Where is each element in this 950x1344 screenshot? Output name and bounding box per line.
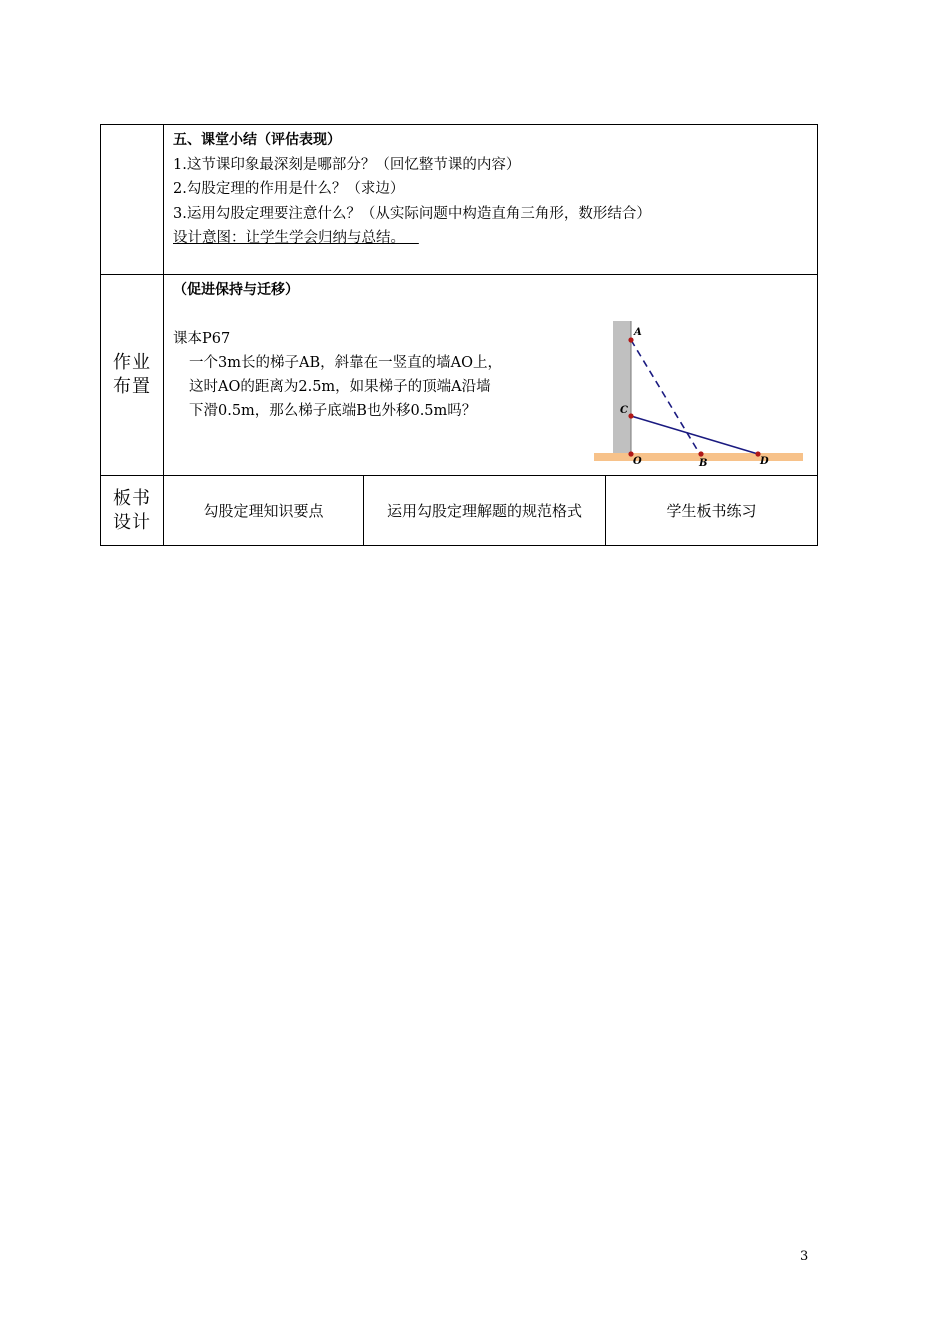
board-row	[101, 476, 818, 546]
label-o: O	[633, 456, 642, 467]
board-label-line1: 板书	[113, 487, 151, 509]
board-col-format: 运用勾股定理解题的规范格式	[364, 476, 606, 546]
homework-label	[101, 275, 164, 476]
design-intent: 设计意图：让学生学会归纳与总结。	[173, 230, 405, 246]
ladder-ab-dashed	[631, 340, 701, 456]
label-b: B	[699, 458, 708, 469]
board-col-knowledge: 勾股定理知识要点	[164, 476, 364, 546]
label-d: D	[760, 456, 769, 467]
point-b	[698, 451, 703, 456]
homework-label-line1: 作业	[113, 352, 151, 373]
summary-content-cell	[164, 125, 818, 275]
label-c: C	[620, 405, 628, 416]
homework-problem-line-1: 一个3m长的梯子AB，斜靠在一竖直的墙AO上，	[189, 354, 502, 371]
homework-label-line2: 布置	[113, 376, 151, 397]
summary-label-cell	[101, 125, 164, 275]
summary-item-3: 3.运用勾股定理要注意什么？（从实际问题中构造直角三角形，数形结合）	[173, 205, 651, 222]
homework-source: 课本P67	[173, 330, 231, 347]
point-c	[628, 413, 633, 418]
page-number: 3	[800, 1249, 809, 1264]
summary-item-1: 1.这节课印象最深刻是哪部分？（回忆整节课的内容）	[173, 156, 521, 173]
ladder-diagram	[493, 321, 813, 473]
summary-row	[101, 125, 818, 275]
homework-problem-line-3: 下滑0.5m，那么梯子底端B也外移0.5m吗？	[189, 402, 477, 419]
point-a	[628, 337, 633, 342]
summary-heading: 五、课堂小结（评估表现）	[173, 132, 341, 148]
homework-heading: （促进保持与迁移）	[173, 282, 299, 298]
homework-problem-line-2: 这时AO的距离为2.5m，如果梯子的顶端A沿墙	[189, 378, 491, 395]
wall	[613, 321, 631, 454]
board-label-line2: 设计	[113, 511, 151, 533]
summary-item-2: 2.勾股定理的作用是什么？（求边）	[173, 181, 405, 197]
label-a: A	[634, 327, 642, 338]
board-col-practice: 学生板书练习	[606, 476, 818, 546]
ladder-cd	[631, 416, 758, 454]
board-label	[101, 476, 164, 546]
